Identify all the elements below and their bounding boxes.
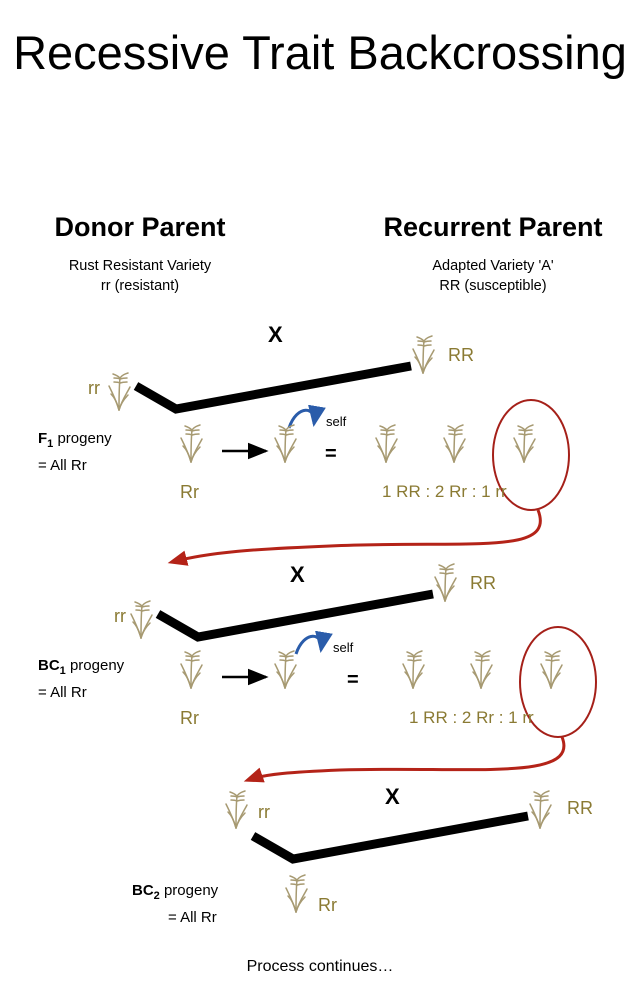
plant-icon [275,425,296,462]
progeny-prefix-f1: F [38,430,48,447]
plant-icon [403,651,424,688]
recurrent-parent-heading: Recurrent Parent [383,212,603,242]
equals-symbol-f1: = [325,443,337,465]
cross-symbol-bc2: X [385,784,400,809]
progeny-word-bc2: progeny [159,882,219,899]
recurrent-genotype-bc2: RR [567,798,593,818]
selection-arrow-bc1 [248,737,564,780]
self-label-bc1: self [333,640,354,655]
progeny-sub-bc1: 1 [59,665,66,677]
plant-icon [275,651,296,688]
ratio-f1: 1 RR : 2 Rr : 1 rr [382,482,507,501]
plant-icon [514,425,535,462]
progeny-word-f1: progeny [53,430,112,447]
progeny-sub-f1: 1 [47,438,54,450]
progeny-genotype-bc1: Rr [180,708,199,728]
donor-parent-line2: rr (resistant) [100,278,180,294]
progeny-genotype-f1: Rr [180,482,199,502]
plant-icon [376,425,397,462]
progeny-genotype-bc2: Rr [318,895,337,915]
progeny-label-f1 [38,428,168,476]
donor-genotype-bc1: rr [114,606,126,626]
plant-icon [471,651,492,688]
page-title: Recessive Trait Backcrossing [13,26,627,79]
cross-symbol-bc1: X [290,562,305,587]
progeny-word-bc1: progeny [65,657,125,674]
progeny-prefix-bc2: BC [132,882,154,899]
plant-icon [131,601,152,638]
donor-genotype-f1: rr [88,378,100,398]
plant-icon [181,425,202,462]
cross-line-f1 [136,366,411,409]
plant-icon [413,336,434,373]
plant-icon [109,373,130,410]
donor-genotype-bc2: rr [258,802,270,822]
plant-icon [286,875,307,912]
self-label-f1: self [326,414,347,429]
progeny-line2-bc1: = All Rr [38,684,87,701]
ratio-bc1: 1 RR : 2 Rr : 1 rr [409,708,534,727]
recurrent-genotype-f1: RR [448,345,474,365]
progeny-label-bc1 [38,655,178,703]
equals-symbol-bc1: = [347,669,359,691]
cross-line-bc2 [253,816,528,859]
plant-icon [226,791,247,828]
recurrent-parent-line2: RR (susceptible) [439,278,547,294]
donor-parent-line1: Rust Resistant Variety [68,258,212,274]
plant-icon [435,564,456,601]
donor-parent-heading: Donor Parent [54,212,226,242]
footer-note: Process continues… [246,958,394,975]
progeny-line2-f1: = All Rr [38,457,87,474]
plant-icon [530,791,551,828]
plant-icon [181,651,202,688]
progeny-prefix-bc1: BC [38,657,60,674]
progeny-line2-bc2: = All Rr [168,909,217,926]
selection-arrow-f1 [172,510,540,562]
cross-line-bc1 [158,594,433,637]
recurrent-parent-line1: Adapted Variety 'A' [432,258,554,274]
recurrent-genotype-bc1: RR [470,573,496,593]
plant-icon [541,651,562,688]
self-loop-bc1 [296,636,321,654]
cross-symbol-f1: X [268,322,283,347]
plant-icon [444,425,465,462]
progeny-sub-bc2: 2 [153,890,160,902]
progeny-label-bc2 [132,880,267,928]
